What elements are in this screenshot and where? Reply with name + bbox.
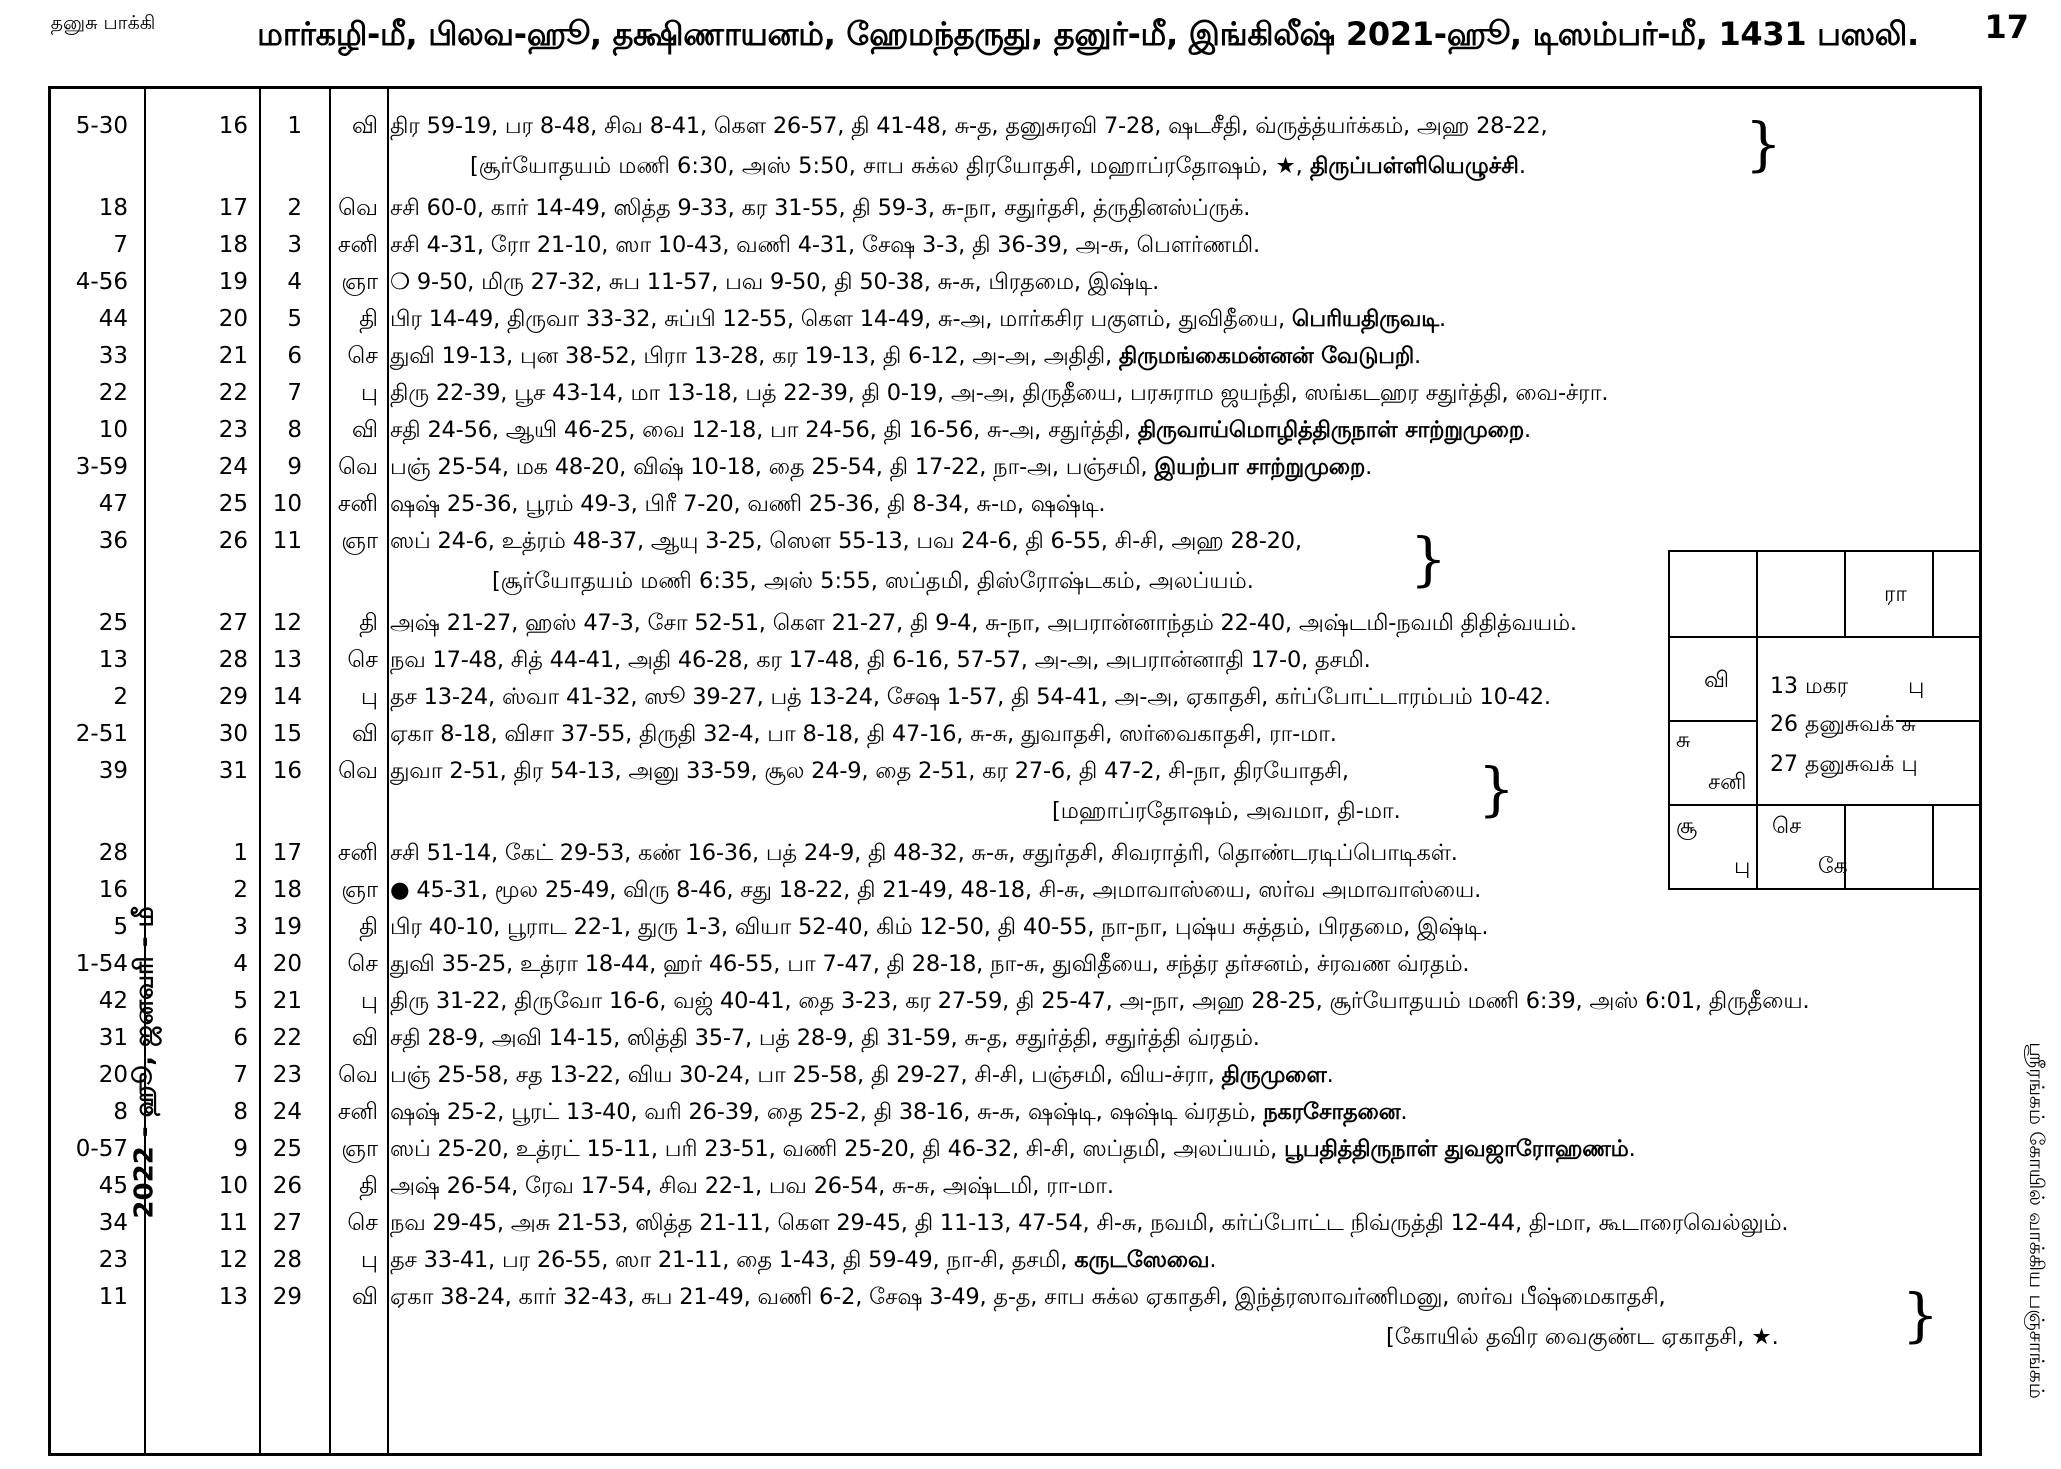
date-cell: 17 (218, 195, 248, 221)
grid-sani: சனி (1708, 770, 1747, 795)
balance-cell: 39 (98, 758, 128, 784)
balance-cell: 5-30 (75, 113, 128, 139)
details-cell: ● 45-31, மூல 25-49, விரு 8-46, சது 18-22, தி 21-49, 48-18, சி-சு, அமாவாஸ்யை, ஸர்வ அமாவாஸ்யை. (390, 877, 1482, 903)
table-row (48, 1242, 1982, 1278)
date-cell: 30 (218, 721, 248, 747)
table-row (48, 227, 1982, 263)
date-cell: 24 (218, 454, 248, 480)
balance-cell: 13 (98, 647, 128, 673)
details-cell: ஷஷ் 25-36, பூரம் 49-3, பிரீ 7-20, வணி 25-36, தி 8-34, சு-ம, ஷஷ்டி. (390, 491, 1106, 517)
details-cell: திர 59-19, பர 8-48, சிவ 8-41, கௌ 26-57, தி 41-48, சு-த, தனுசுரவி 7-28, ஷடசீதி, வ்ருத்த்யர்க்கம், அஹ 28-22, (390, 113, 1548, 139)
details-cell: துவி 19-13, புன 38-52, பிரா 13-28, கர 19-13, தி 6-12, அ-அ, அதிதி, திருமங்கைமன்னன் வேடுபறி. (390, 343, 1421, 369)
date-cell: 5 (233, 988, 248, 1014)
date-cell: 19 (218, 269, 248, 295)
weekday-cell: சனி (337, 840, 378, 866)
date-cell: 9 (233, 1136, 248, 1162)
day-number-cell: 13 (272, 647, 302, 673)
date-cell: 7 (233, 1062, 248, 1088)
weekday-cell: வி (351, 721, 378, 747)
details-cell: ஷஷ் 25-2, பூரட் 13-40, வரி 26-39, தை 25-2, தி 38-16, சு-சு, ஷஷ்டி, ஷஷ்டி வ்ரதம், நகரசோதனை. (390, 1099, 1408, 1125)
day-number-cell: 2 (287, 195, 302, 221)
day-number-cell: 26 (272, 1173, 302, 1199)
day-number-cell: 23 (272, 1062, 302, 1088)
weekday-cell: பு (360, 988, 378, 1014)
day-number-cell: 15 (272, 721, 302, 747)
brace-mark: } (1745, 110, 1782, 178)
day-number-cell: 14 (272, 684, 302, 710)
grid-soo: சூ (1676, 814, 1698, 839)
grid-pu: பு (1734, 854, 1751, 879)
grid-c2: 26 தனுசுவக் சு (1770, 712, 1916, 737)
grid-c1p: பு (1908, 674, 1925, 699)
table-row (48, 449, 1982, 485)
table-row (48, 486, 1982, 522)
date-cell: 10 (218, 1173, 248, 1199)
weekday-cell: தி (359, 914, 378, 940)
grid-su: சு (1676, 728, 1691, 753)
day-number-cell: 25 (272, 1136, 302, 1162)
table-row (48, 190, 1982, 226)
horoscope-grid (1668, 550, 1982, 890)
day-number-cell: 16 (272, 758, 302, 784)
table-row (48, 1279, 1982, 1315)
table-row (48, 301, 1982, 337)
details-cell: சதி 24-56, ஆயி 46-25, வை 12-18, பா 24-56, தி 16-56, சு-அ, சதுர்த்தி, திருவாய்மொழித்திருநாள் சாற்றுமுறை. (390, 417, 1531, 443)
grid-se: செ (1772, 814, 1802, 839)
day-number-cell: 7 (287, 380, 302, 406)
weekday-cell: சனி (337, 1099, 378, 1125)
weekday-cell: வெ (338, 1062, 378, 1088)
date-cell: 12 (218, 1247, 248, 1273)
date-cell: 29 (218, 684, 248, 710)
day-number-cell: 27 (272, 1210, 302, 1236)
balance-cell: 3-59 (75, 454, 128, 480)
date-cell: 31 (218, 758, 248, 784)
details-cell: ஸப் 25-20, உத்ரட் 15-11, பரி 23-51, வணி 25-20, தி 46-32, சி-சி, ஸப்தமி, அலப்யம், பூபதித்திருநாள் துவஜாரோஹணம். (390, 1136, 1636, 1162)
weekday-cell: தி (359, 306, 378, 332)
day-number-cell: 17 (272, 840, 302, 866)
date-cell: 18 (218, 232, 248, 258)
weekday-cell: வி (351, 1025, 378, 1051)
date-cell: 6 (233, 1025, 248, 1051)
balance-cell: 5 (113, 914, 128, 940)
weekday-cell: வி (351, 1284, 378, 1310)
balance-cell: 47 (98, 491, 128, 517)
weekday-cell: பு (360, 380, 378, 406)
day-number-cell: 11 (272, 528, 302, 554)
weekday-cell: வி (351, 417, 378, 443)
details-cell: திரு 31-22, திருவோ 16-6, வஜ் 40-41, தை 3-23, கர 27-59, தி 25-47, அ-நா, அஹ 28-25, சூர்யோதயம் மணி 6:39, அஸ் 6:01, திருதீயை. (390, 988, 1810, 1014)
details-cell: தச 33-41, பர 26-55, ஸா 21-11, தை 1-43, தி 59-49, நா-சி, தசமி, கருடஸேவை. (390, 1247, 1217, 1273)
details-cell: ஏகா 38-24, கார் 32-43, சுப 21-49, வணி 6-2, சேஷ 3-49, த-த, சாப சுக்ல ஏகாதசி, இந்த்ரஸாவர்ணிமனு, ஸர்வ பீஷ்மைகாதசி, (390, 1284, 1666, 1310)
balance-cell: 25 (98, 610, 128, 636)
day-number-cell: 29 (272, 1284, 302, 1310)
balance-cell: 8 (113, 1099, 128, 1125)
details-cell: நவ 17-48, சித் 44-41, அதி 46-28, கர 17-48, தி 6-16, 57-57, அ-அ, அபரான்னாதி 17-0, தசமி. (390, 647, 1371, 673)
date-cell: 28 (218, 647, 248, 673)
balance-cell: 42 (98, 988, 128, 1014)
details-cell: சசி 60-0, கார் 14-49, ஸித்த 9-33, கர 31-55, தி 59-3, சு-நா, சதுர்தசி, த்ருதினஸ்ப்ருக். (390, 195, 1251, 221)
weekday-cell: தி (359, 1173, 378, 1199)
balance-cell: 33 (98, 343, 128, 369)
details-cell: துவி 35-25, உத்ரா 18-44, ஹர் 46-55, பா 7-47, தி 28-18, நா-சு, துவிதீயை, சந்த்ர தர்சனம், ச்ரவண வ்ரதம். (390, 951, 1470, 977)
day-number-cell: 20 (272, 951, 302, 977)
date-cell: 13 (218, 1284, 248, 1310)
table-row (48, 375, 1982, 411)
balance-cell: 4-56 (75, 269, 128, 295)
day-number-cell: 12 (272, 610, 302, 636)
day-number-cell: 3 (287, 232, 302, 258)
balance-cell: 36 (98, 528, 128, 554)
weekday-cell: பு (360, 684, 378, 710)
day-number-cell: 19 (272, 914, 302, 940)
balance-cell: 31 (98, 1025, 128, 1051)
grid-ra: ரா (1884, 582, 1907, 607)
balance-cell: 28 (98, 840, 128, 866)
page-number: 17 (1984, 8, 2029, 46)
date-cell: 22 (218, 380, 248, 406)
weekday-cell: செ (347, 343, 378, 369)
table-row (48, 983, 1982, 1019)
balance-cell: 16 (98, 877, 128, 903)
weekday-cell: ஞா (341, 269, 378, 295)
brace-mark: } (1410, 525, 1447, 593)
day-number-cell: 4 (287, 269, 302, 295)
weekday-cell: பு (360, 1247, 378, 1273)
table-row (48, 946, 1982, 982)
date-cell: 21 (218, 343, 248, 369)
date-cell: 2 (233, 877, 248, 903)
balance-cell: 20 (98, 1062, 128, 1088)
day-number-cell: 24 (272, 1099, 302, 1125)
details-continuation: [மஹாப்ரதோஷம், அவமா, தி-மா. (1052, 798, 1401, 824)
date-cell: 3 (233, 914, 248, 940)
balance-cell: 22 (98, 380, 128, 406)
balance-cell: 23 (98, 1247, 128, 1273)
day-number-cell: 8 (287, 417, 302, 443)
weekday-cell: சனி (337, 491, 378, 517)
balance-cell: 1-54 (75, 951, 128, 977)
balance-cell: 34 (98, 1210, 128, 1236)
date-cell: 4 (233, 951, 248, 977)
details-cell: பஞ் 25-58, சத 13-22, விய 30-24, பா 25-58, தி 29-27, சி-சி, பஞ்சமி, விய-ச்ரா, திருமுளை. (390, 1062, 1334, 1088)
details-cell: சசி 4-31, ரோ 21-10, ஸா 10-43, வணி 4-31, சேஷ 3-3, தி 36-39, அ-சு, பௌர்ணமி. (390, 232, 1260, 258)
weekday-cell: வெ (338, 454, 378, 480)
table-row (48, 412, 1982, 448)
corner-label: தனுசு பாக்கி (50, 12, 156, 34)
weekday-cell: ஞா (341, 528, 378, 554)
table-row (48, 909, 1982, 945)
details-cell: அஷ் 21-27, ஹஸ் 47-3, சோ 52-51, கௌ 21-27, தி 9-4, சு-நா, அபரான்னாந்தம் 22-40, அஷ்டமி-நவமி திதித்வயம். (390, 610, 1577, 636)
details-cell: பிர 40-10, பூராட 22-1, துரு 1-3, வியா 52-40, கிம் 12-50, தி 40-55, நா-நா, புஷ்ய சுத்தம், பிரதமை, இஷ்டி. (390, 914, 1489, 940)
balance-cell: 11 (98, 1284, 128, 1310)
details-cell: பஞ் 25-54, மக 48-20, விஷ் 10-18, தை 25-54, தி 17-22, நா-அ, பஞ்சமி, இயற்பா சாற்றுமுறை. (390, 454, 1373, 480)
date-cell: 27 (218, 610, 248, 636)
grid-ke: கே (1818, 854, 1848, 879)
date-cell: 11 (218, 1210, 248, 1236)
weekday-cell: ஞா (341, 877, 378, 903)
balance-cell: 44 (98, 306, 128, 332)
details-cell: ஸப் 24-6, உத்ரம் 48-37, ஆயு 3-25, ஸௌ 55-13, பவ 24-6, தி 6-55, சி-சி, அஹ 28-20, (390, 528, 1302, 554)
day-number-cell: 5 (287, 306, 302, 332)
brace-mark: } (1902, 1281, 1939, 1349)
balance-cell: 0-57 (75, 1136, 128, 1162)
details-continuation: [சூர்யோதயம் மணி 6:30, அஸ் 5:50, சாப சுக்ல திரயோதசி, மஹாப்ரதோஷம், ★, திருப்பள்ளியெழுச்சி. (470, 153, 1526, 179)
day-number-cell: 1 (287, 113, 302, 139)
date-cell: 23 (218, 417, 248, 443)
day-number-cell: 28 (272, 1247, 302, 1273)
details-cell: துவா 2-51, திர 54-13, அனு 33-59, சூல 24-9, தை 2-51, கர 27-6, தி 47-2, சி-நா, திரயோதசி, (390, 758, 1349, 784)
details-cell: ஏகா 8-18, விசா 37-55, திருதி 32-4, பா 8-18, தி 47-16, சு-சு, துவாதசி, ஸர்வைகாதசி, ரா-மா. (390, 721, 1337, 747)
details-cell: ❍ 9-50, மிரு 27-32, சுப 11-57, பவ 9-50, தி 50-38, சு-சு, பிரதமை, இஷ்டி. (390, 269, 1160, 295)
table-row (48, 338, 1982, 374)
details-cell: பிர 14-49, திருவா 33-32, சுப்பி 12-55, கௌ 14-49, சு-அ, மார்கசிர பகுளம், துவிதீயை, பெரியதிருவடி. (390, 306, 1446, 332)
day-number-cell: 9 (287, 454, 302, 480)
details-continuation: [கோயில் தவிர வைகுண்ட ஏகாதசி, ★. (1386, 1324, 1779, 1350)
day-number-cell: 10 (272, 491, 302, 517)
date-cell: 16 (218, 113, 248, 139)
table-row (48, 108, 1982, 144)
balance-cell: 7 (113, 232, 128, 258)
side-note: ஸ்ரீரங்கம் கோயில் வாக்கிய பஞ்சாங்கம் (2024, 1041, 2049, 1399)
details-cell: திரு 22-39, பூச 43-14, மா 13-18, பத் 22-39, தி 0-19, அ-அ, திருதீயை, பரசுராம ஜயந்தி, ஸங்கடஹர சதுர்த்தி, வை-ச்ரா. (390, 380, 1609, 406)
details-cell: சதி 28-9, அவி 14-15, ஸித்தி 35-7, பத் 28-9, தி 31-59, சு-த, சதுர்த்தி, சதுர்த்தி வ்ரதம். (390, 1025, 1260, 1051)
grid-c1: 13 மகர (1770, 674, 1849, 699)
weekday-cell: செ (347, 647, 378, 673)
balance-cell: 45 (98, 1173, 128, 1199)
day-number-cell: 21 (272, 988, 302, 1014)
balance-cell: 18 (98, 195, 128, 221)
weekday-cell: வெ (338, 195, 378, 221)
weekday-cell: செ (347, 1210, 378, 1236)
table-row (48, 1205, 1982, 1241)
table-row (48, 264, 1982, 300)
brace-mark: } (1478, 755, 1515, 823)
date-cell: 8 (233, 1099, 248, 1125)
details-cell: அஷ் 26-54, ரேவ 17-54, சிவ 22-1, பவ 26-54, சு-சு, அஷ்டமி, ரா-மா. (390, 1173, 1114, 1199)
date-cell: 20 (218, 306, 248, 332)
table-row (48, 1020, 1982, 1056)
date-cell: 26 (218, 528, 248, 554)
date-cell: 25 (218, 491, 248, 517)
balance-cell: 2 (113, 684, 128, 710)
day-number-cell: 18 (272, 877, 302, 903)
month-label: 2022 - ஹூ, ஜனவரி - மீ (129, 905, 160, 1219)
page-title: மார்கழி-மீ, பிலவ-ஹூ, தக்ஷிணாயனம், ஹேமந்தருது, தனுர்-மீ, இங்கிலீஷ் 2021-ஹூ, டிஸம்பர்-மீ, 1431 பஸலி. (257, 15, 1919, 53)
table-row (48, 1131, 1982, 1167)
details-cell: தச 13-24, ஸ்வா 41-32, ஸூ 39-27, பத் 13-24, சேஷ 1-57, தி 54-41, அ-அ, ஏகாதசி, கர்ப்போட்டாரம்பம் 10-42. (390, 684, 1551, 710)
balance-cell: 2-51 (75, 721, 128, 747)
day-number-cell: 6 (287, 343, 302, 369)
details-cell: நவ 29-45, அசு 21-53, ஸித்த 21-11, கௌ 29-45, தி 11-13, 47-54, சி-சு, நவமி, கர்ப்போட்ட நிவ்ருத்தி 12-44, தி-மா, கூடாரைவெல்லும். (390, 1210, 1789, 1236)
date-cell: 1 (233, 840, 248, 866)
weekday-cell: தி (359, 610, 378, 636)
weekday-cell: வெ (338, 758, 378, 784)
grid-vi: வி (1704, 668, 1730, 693)
table-row (48, 1094, 1982, 1130)
weekday-cell: செ (347, 951, 378, 977)
details-continuation: [சூர்யோதயம் மணி 6:35, அஸ் 5:55, ஸப்தமி, திஸ்ரோஷ்டகம், அலப்யம். (492, 568, 1254, 594)
weekday-cell: ஞா (341, 1136, 378, 1162)
weekday-cell: சனி (337, 232, 378, 258)
balance-cell: 10 (98, 417, 128, 443)
table-row (48, 1057, 1982, 1093)
weekday-cell: வி (351, 113, 378, 139)
details-cell: சசி 51-14, கேட் 29-53, கண் 16-36, பத் 24-9, தி 48-32, சு-சு, சதுர்தசி, சிவராத்ரி, தொண்டரடிப்பொடிகள். (390, 840, 1458, 866)
day-number-cell: 22 (272, 1025, 302, 1051)
grid-c3: 27 தனுசுவக் பு (1770, 752, 1918, 777)
table-row (48, 1168, 1982, 1204)
